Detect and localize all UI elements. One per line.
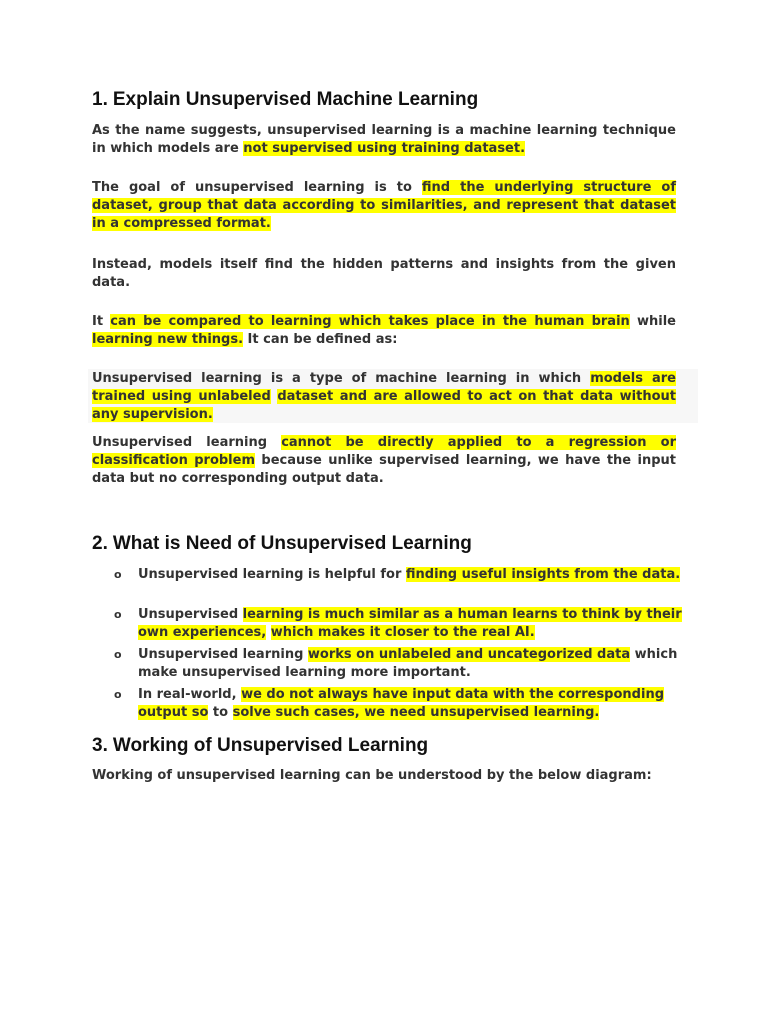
- highlighted-text: which makes it closer to the real AI.: [270, 625, 535, 640]
- list-item-text: [138, 687, 664, 720]
- bullet-circle-icon: o: [114, 688, 122, 701]
- text-run: As the name suggests, unsupervised learning is a machine learning technique in which models are: [92, 123, 676, 156]
- text-run: because unlike supervised learning, we have the input data but no corresponding output data.: [92, 453, 676, 486]
- text-run: Working of unsupervised learning can be understood by the below diagram:: [92, 768, 652, 783]
- highlighted-text: can be compared to learning which takes place in the human brain: [110, 314, 630, 329]
- definition-quote-box: [88, 369, 698, 423]
- text-run: Unsupervised: [138, 607, 243, 622]
- list-item-text: [138, 607, 682, 640]
- list-item-text: [138, 567, 680, 582]
- bullet-circle-icon: o: [114, 608, 122, 621]
- highlighted-text: find the underlying structure of dataset, group that data according to similarities, and represent that dataset in a compressed format.: [92, 180, 676, 231]
- definition-quote-text: [92, 370, 676, 424]
- section1-number: 1.: [92, 89, 108, 110]
- section1-paragraph-3: [92, 256, 676, 292]
- text-run: It: [92, 314, 111, 329]
- section2-number: 2.: [92, 533, 108, 554]
- highlighted-text: learning new things.: [92, 332, 244, 347]
- text-run: Instead, models itself find the hidden patterns and insights from the given data.: [92, 257, 676, 290]
- highlighted-text: solve such cases, we need unsupervised learning.: [232, 705, 600, 720]
- section2-title: What is Need of Unsupervised Learning: [112, 533, 472, 554]
- section3-title: Working of Unsupervised Learning: [112, 735, 429, 756]
- highlighted-text: works on unlabeled and uncategorized data: [307, 647, 631, 662]
- text-run: which make unsupervised learning more important.: [138, 647, 678, 680]
- bullet-circle-icon: o: [114, 568, 122, 581]
- section3-number: 3.: [92, 735, 108, 756]
- text-run: The goal of unsupervised learning is to: [92, 180, 422, 195]
- list-item: [114, 566, 690, 584]
- section3-heading: [92, 735, 428, 757]
- section1-paragraph-5: [92, 434, 676, 488]
- section3-paragraph-1: [92, 767, 676, 785]
- text-run: to: [208, 705, 233, 720]
- list-item: [114, 646, 690, 682]
- text-run: while: [629, 314, 676, 329]
- list-item-text: [138, 647, 677, 680]
- text-run: Unsupervised learning is a type of machine learning in which: [92, 371, 591, 386]
- text-run: Unsupervised learning: [138, 647, 308, 662]
- highlighted-text: finding useful insights from the data.: [405, 567, 681, 582]
- highlighted-text: we do not always have input data with the corresponding output so: [138, 687, 665, 720]
- highlighted-text: dataset and are allowed to act on that data without any supervision.: [92, 389, 677, 422]
- section1-title: Explain Unsupervised Machine Learning: [112, 89, 479, 110]
- highlighted-text: not supervised using training dataset.: [243, 141, 526, 156]
- highlighted-text: learning is much similar as a human learns to think by their own experiences,: [138, 607, 682, 640]
- text-run: In real-world,: [138, 687, 242, 702]
- highlighted-text: models are trained using unlabeled: [92, 371, 676, 404]
- list-item: [114, 606, 690, 642]
- section1-heading: [92, 89, 478, 111]
- section1-paragraph-1: [92, 122, 676, 158]
- bullet-circle-icon: o: [114, 648, 122, 661]
- highlighted-text: cannot be directly applied to a regression or classification problem: [92, 435, 676, 468]
- list-item: [114, 686, 690, 722]
- section1-paragraph-2: [92, 179, 676, 233]
- section2-heading: [92, 533, 472, 555]
- text-run: It can be defined as:: [243, 332, 398, 347]
- text-run: Unsupervised learning: [92, 435, 282, 450]
- section1-paragraph-4: [92, 313, 676, 349]
- text-run: Unsupervised learning is helpful for: [138, 567, 406, 582]
